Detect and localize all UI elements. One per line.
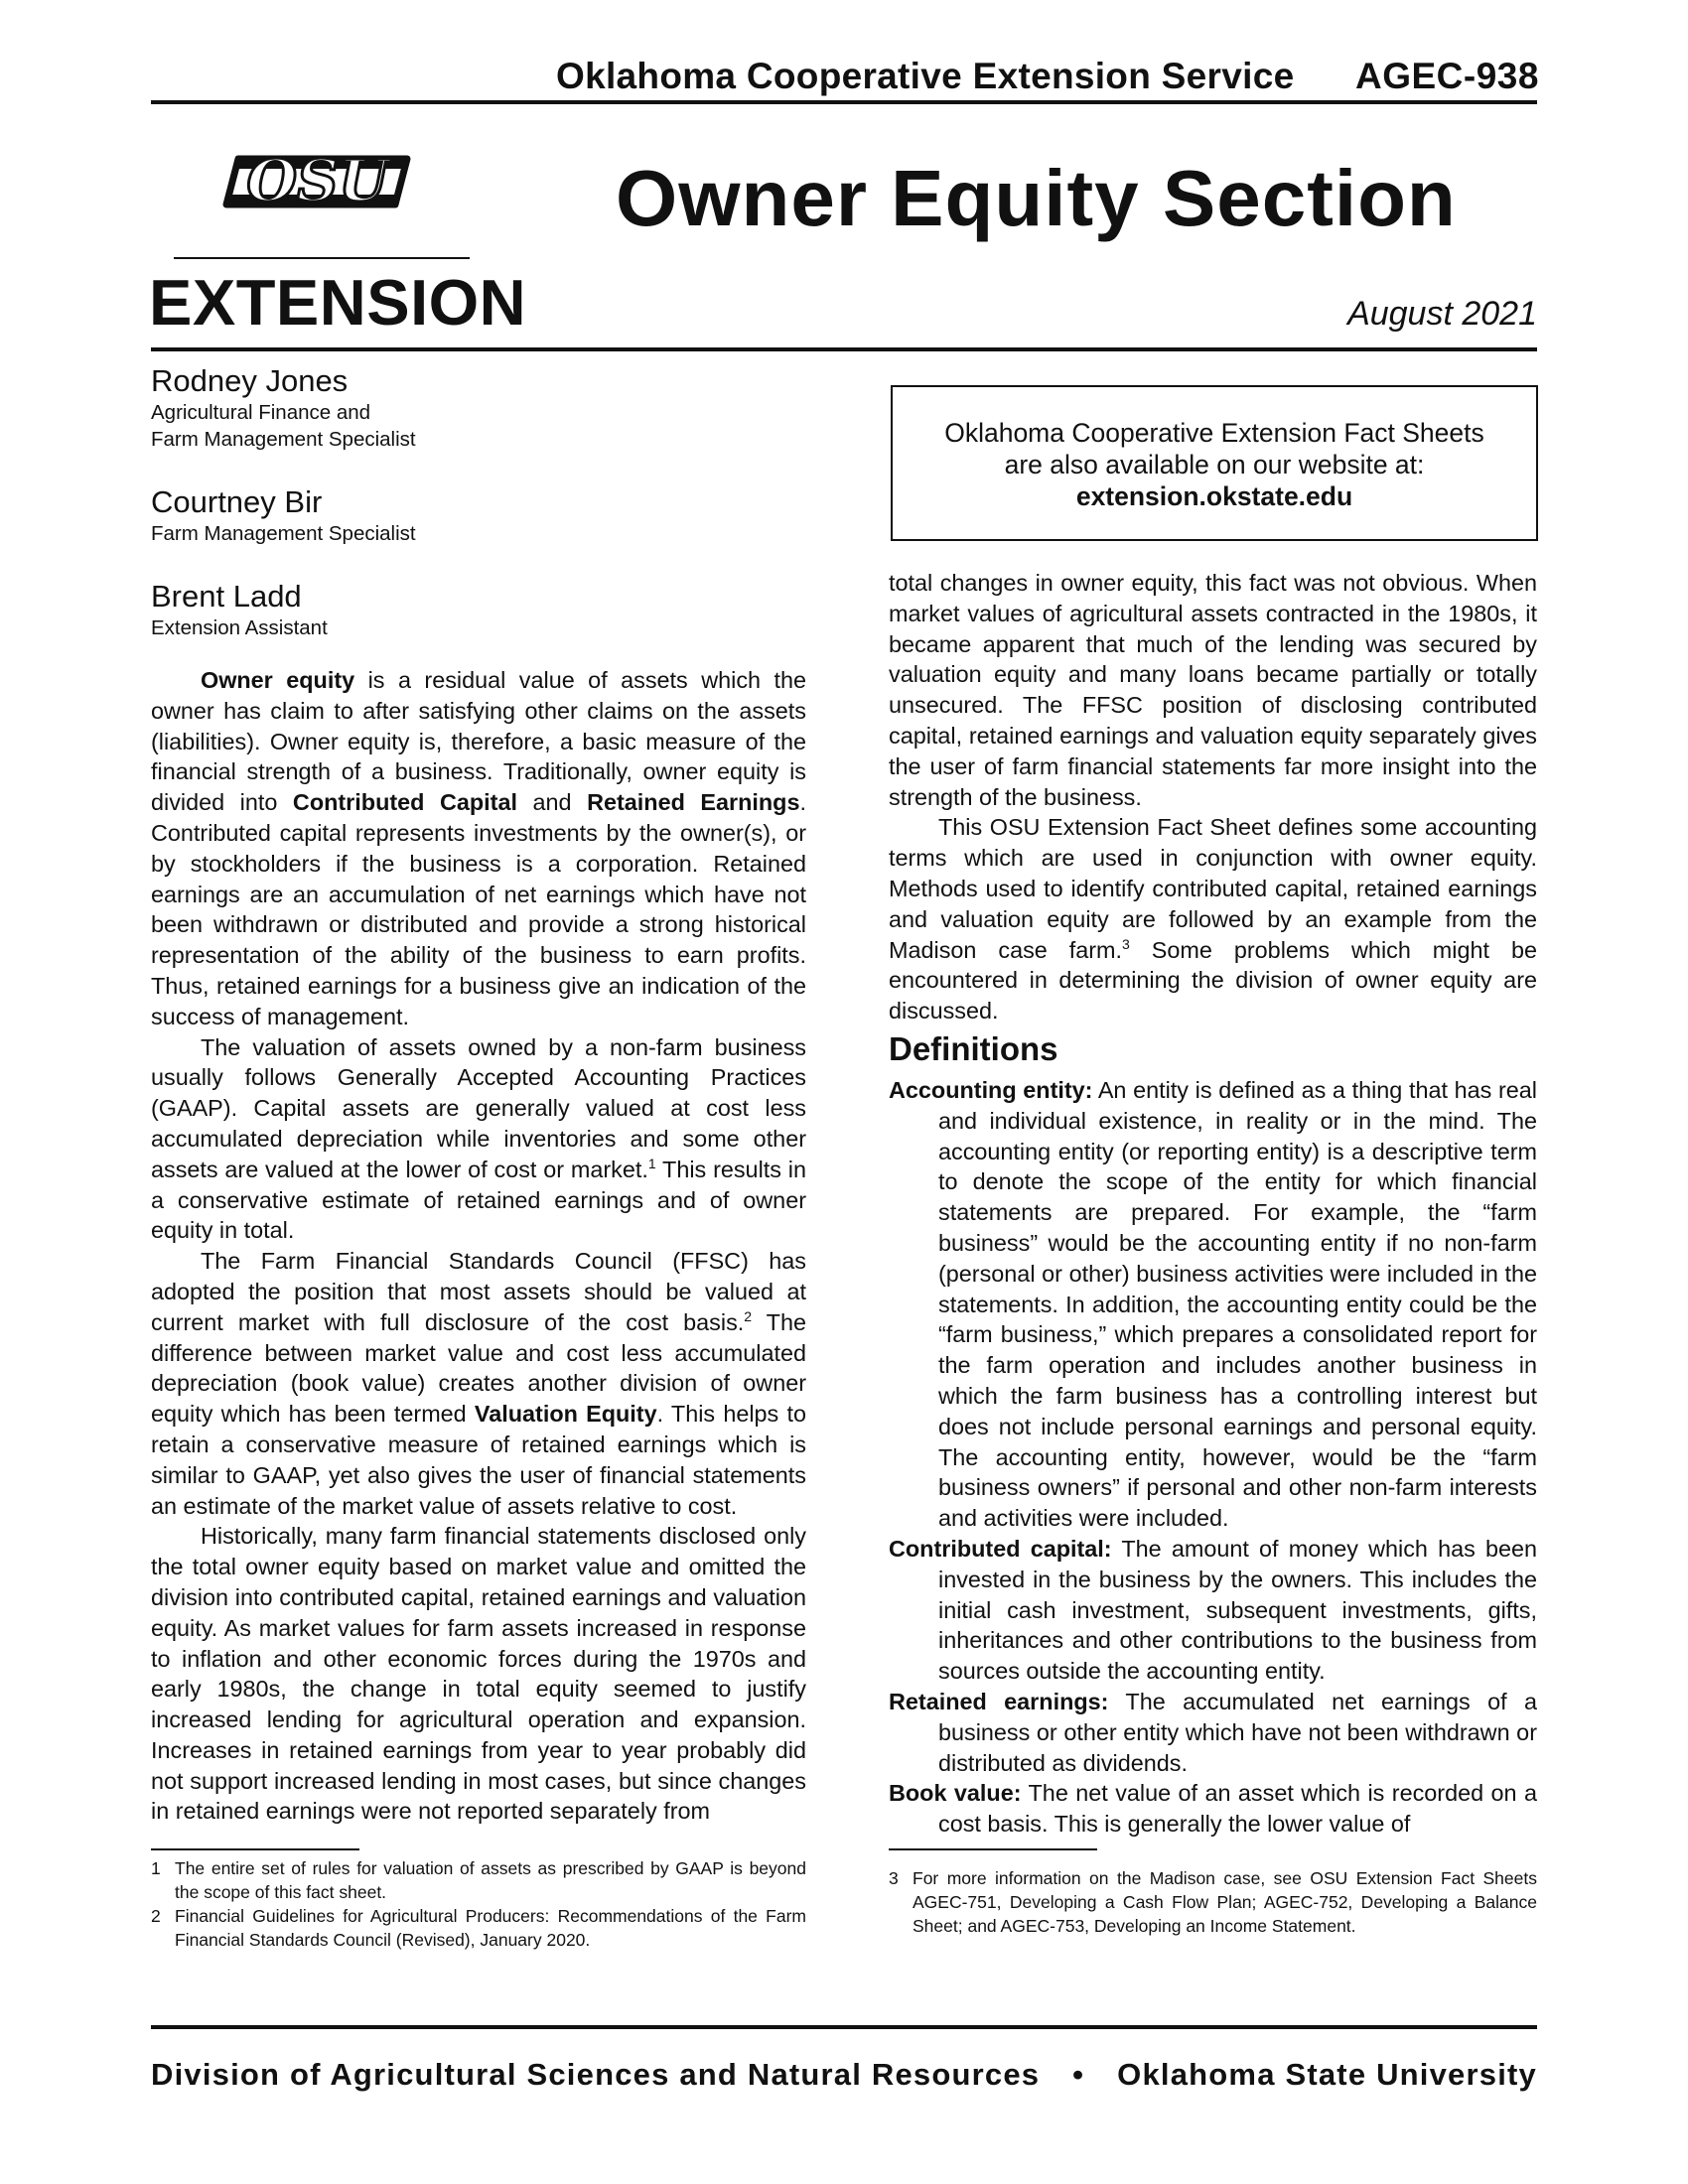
footer xyxy=(151,2057,1537,2093)
author-name: Brent Ladd xyxy=(151,579,302,614)
author-title: Agricultural Finance and xyxy=(151,401,371,424)
footnote-rule xyxy=(889,1848,1097,1850)
term-contributed-capital: Contributed Capital xyxy=(292,789,517,816)
author-title: Extension Assistant xyxy=(151,616,328,639)
title-rule xyxy=(151,347,1537,351)
author-title: Farm Management Specialist xyxy=(151,428,416,451)
definitions-list xyxy=(889,1075,1537,1840)
footer-division: Division of Agricultural Sciences and Natural Resources xyxy=(151,2057,1041,2092)
footnote: 2 Financial Guidelines for Agricultural Producers: Recommendations of the Farm Financial Standards Council (Revised), January 2020. xyxy=(151,1906,806,1950)
body-paragraph: total changes in owner equity, this fact was not obvious. When market values of agricultural assets contracted in the 1980s, it became apparent that much of the lending was secured by valuation equity and many loans became partially or totally unsecured. The FFSC position of disclosing contributed capital, retained earnings and valuation equity separately gives the user of farm financial statements far more insight into the strength of the business. xyxy=(889,570,1537,810)
footnote-rule xyxy=(151,1848,359,1850)
definition-item: Accounting entity: An entity is defined as a thing that has real and individual existence, in reality or in the mind. The accounting entity (or reporting entity) is a descriptive term to denote the scope of the entity for which financial statements are prepared. For example, the “farm business” would be the accounting entity if no non-farm (personal or other) business activities were included in the statements. In addition, the accounting entity could be the “farm business,” which prepares a consolidated report for the farm operation and includes another business in which the farm business has a controlling interest but does not include personal earnings and personal equity. The accounting entity, however, would be the “farm business owners” if personal and other non-farm interests and activities were included. xyxy=(889,1077,1537,1532)
body-column-right xyxy=(889,568,1537,1026)
website-link[interactable]: extension.okstate.edu xyxy=(1075,481,1353,511)
body-paragraph: The valuation of assets owned by a non-farm business usually follows Generally Accepted Accounting Practices (GAAP). Capital assets are generally valued at cost less accumulated depreciation while inventories and some other assets are valued at the lower of cost or market.$^1$ This results in a conservative estimate of retained earnings and of owner equity in total. xyxy=(151,1033,806,1244)
footer-university: Oklahoma State University xyxy=(1117,2057,1537,2092)
footnote: 3 For more information on the Madison case, see OSU Extension Fact Sheets AGEC-751, Developing a Cash Flow Plan; AGEC-752, Developing a Balance Sheet; and AGEC-753, Developing an Income Statement. xyxy=(889,1868,1537,1936)
body-paragraph: Historically, many farm financial statements disclosed only the total owner equity based on market value and omitted the division into contributed capital, retained earnings and valuation equity. As market values for farm assets increased in response to inflation and other economic forces during the 1970s and early 1980s, the change in total equity seemed to justify increased lending for agricultural operation and expansion. Increases in retained earnings from year to year probably did not support increased lending in most cases, but since changes in retained earnings were not reported separately from xyxy=(151,1523,806,1825)
footer-bullet: • xyxy=(1072,2057,1085,2092)
author-name: Courtney Bir xyxy=(151,484,323,519)
extension-wordmark: EXTENSION xyxy=(149,266,527,339)
author-block xyxy=(151,363,416,453)
author-block xyxy=(151,579,328,641)
footnote-ref[interactable]: 3 xyxy=(1122,935,1130,952)
publication-code: AGEC-938 xyxy=(1355,56,1539,96)
footnote-ref[interactable]: 1 xyxy=(647,1155,656,1171)
author-name: Rodney Jones xyxy=(151,363,349,398)
body-paragraph: This OSU Extension Fact Sheet defines some accounting terms which are used in conjunction with owner equity. Methods used to identify contributed capital, retained earnings and valuation equity are followed by an example from the Madison case farm.$^3$ Some problems which might be encountered in determining the division of owner equity are discussed. xyxy=(889,814,1537,1024)
footer-rule xyxy=(151,2025,1537,2029)
header-service-name: Oklahoma Cooperative Extension Service xyxy=(556,56,1295,96)
body-column-left xyxy=(151,665,806,1827)
definition-term: Contributed capital: xyxy=(889,1535,1112,1562)
term-retained-earnings: Retained Earnings xyxy=(587,789,800,816)
header-rule xyxy=(151,100,1537,104)
osu-logo xyxy=(209,121,427,240)
body-paragraph: Owner equity is a residual value of assets which the owner has claim to after satisfying other claims on the assets (liabilities). Owner equity is, therefore, a basic measure of the financial strength of a business. Traditionally, owner equity is divided into Contributed Capital and Retained Earnings. Contributed capital represents investments by the owner(s), or by stockholders if the business is a corporation. Retained earnings are an accumulation of net earnings which have not been withdrawn or distributed and provide a strong historical representation of the ability of the business to earn profits. Thus, retained earnings for a business give an indication of the success of management. xyxy=(151,667,806,1029)
logo-rule xyxy=(174,257,470,259)
page-title: Owner Equity Section xyxy=(616,154,1457,242)
footnote: 1 The entire set of rules for valuation of assets as prescribed by GAAP is beyond the scope of this fact sheet. xyxy=(151,1858,806,1902)
osu-logo-mark: OSU xyxy=(246,147,389,214)
website-notice-box xyxy=(891,385,1538,541)
definitions-heading: Definitions xyxy=(889,1030,1058,1067)
website-notice-line: Oklahoma Cooperative Extension Fact Sheets xyxy=(944,418,1484,448)
definition-item: Book value: The net value of an asset which is recorded on a cost basis. This is generally the lower value of xyxy=(889,1780,1537,1838)
footnotes-right xyxy=(889,1866,1537,1938)
footnotes-left xyxy=(151,1856,806,1952)
term-valuation-equity: Valuation Equity xyxy=(474,1401,657,1428)
definition-term: Accounting entity: xyxy=(889,1077,1093,1103)
definition-item: Retained earnings: The accumulated net earnings of a business or other entity which have not been withdrawn or distributed as dividends. xyxy=(889,1688,1537,1776)
author-block xyxy=(151,484,416,547)
definition-item: Contributed capital: The amount of money which has been invested in the business by the owners. This includes the initial cash investment, subsequent investments, gifts, inheritances and other contributions to the business from sources outside the accounting entity. xyxy=(889,1535,1537,1685)
website-notice-line: are also available on our website at: xyxy=(1004,450,1425,479)
author-title: Farm Management Specialist xyxy=(151,522,416,545)
definition-term: Book value: xyxy=(889,1780,1022,1807)
footnote-ref[interactable]: 2 xyxy=(744,1307,753,1324)
body-paragraph: The Farm Financial Standards Council (FFSC) has adopted the position that most assets should be valued at current market with full disclosure of the cost basis.$^2$ The difference between market value and cost less accumulated depreciation (book value) creates another division of owner equity which has been termed Valuation Equity. This helps to retain a conservative measure of retained earnings which is similar to GAAP, yet also gives the user of financial statements an estimate of the market value of assets relative to cost. xyxy=(151,1248,806,1519)
publication-date: August 2021 xyxy=(1347,295,1537,333)
term-owner-equity: Owner equity xyxy=(201,667,355,693)
definition-term: Retained earnings: xyxy=(889,1688,1109,1714)
